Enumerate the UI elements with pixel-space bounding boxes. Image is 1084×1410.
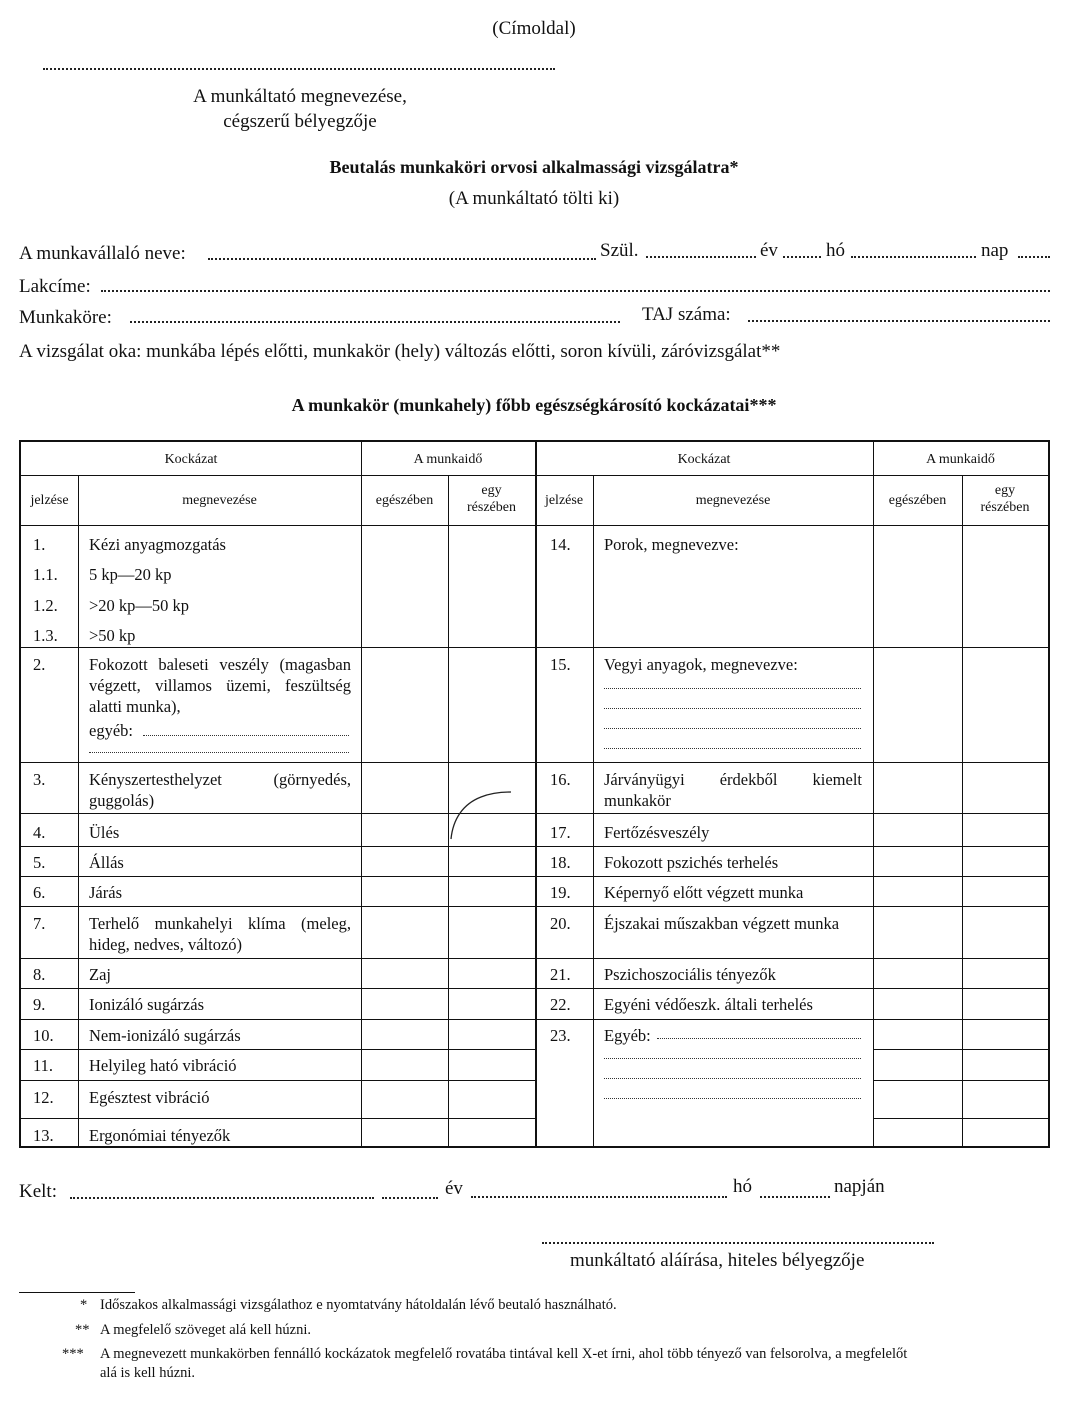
other-line[interactable]: [604, 1098, 861, 1099]
page-side-label: (Címoldal): [492, 18, 576, 39]
footnote-divider: [19, 1292, 135, 1293]
risk-name: Vegyi anyagok, megnevezve:: [604, 655, 798, 674]
risk-code: 9.: [33, 995, 46, 1014]
risk-code: 1.2.: [33, 596, 58, 615]
risk-name: Zaj: [89, 965, 111, 984]
risk-code: 8.: [33, 965, 46, 984]
risk-name-other: egyéb:: [89, 721, 133, 740]
risk-name: Kézi anyagmozgatás: [89, 535, 226, 554]
risk-code: 1.3.: [33, 626, 58, 645]
other-line[interactable]: [604, 1058, 861, 1059]
header-risk-right: Kockázat: [677, 452, 731, 467]
risk-code: 22.: [550, 995, 571, 1014]
risk-code: 17.: [550, 823, 571, 842]
footnote-2-mark: **: [75, 1322, 90, 1338]
exam-reason: A vizsgálat oka: munkába lépés előtti, munkakör (hely) változás előtti, soron kívüli, záróvizsgálat**: [19, 341, 781, 362]
signature-caption: munkáltató aláírása, hiteles bélyegzője: [570, 1250, 865, 1271]
header-full-left: egészében: [375, 493, 434, 508]
risk-code: 3.: [33, 770, 46, 789]
risk-name: Állás: [89, 853, 124, 872]
risk-name: Egyéb:: [604, 1026, 651, 1045]
header-risk-left: Kockázat: [164, 452, 218, 467]
chemicals-line[interactable]: [604, 708, 861, 709]
risk-name: Egésztest vibráció: [89, 1088, 210, 1107]
date-day-label: napján: [834, 1176, 885, 1197]
risk-name: Ülés: [89, 823, 120, 842]
footnote-3-mark: ***: [62, 1346, 84, 1362]
risk-name: Képernyő előtt végzett munka: [604, 883, 804, 902]
risk-name: Pszichoszociális tényezők: [604, 965, 776, 984]
employee-name-label: A munkavállaló neve:: [19, 243, 186, 264]
risk-code: 15.: [550, 655, 571, 674]
chemicals-line[interactable]: [604, 748, 861, 749]
job-label: Munkaköre:: [19, 307, 112, 328]
risk-code: 6.: [33, 883, 46, 902]
risk-name: Éjszakai műszakban végzett munka: [604, 914, 840, 933]
header-full-right: egészében: [888, 493, 947, 508]
employee-name-field[interactable]: [208, 258, 596, 260]
header-part-left-l1: egy: [481, 483, 502, 498]
risk-name: Nem-ionizáló sugárzás: [89, 1026, 241, 1045]
risk-code: 12.: [33, 1088, 54, 1107]
taj-field[interactable]: [748, 320, 1050, 322]
risk-code: 19.: [550, 883, 571, 902]
risks-title: A munkakör (munkahely) főbb egészségkárosító kockázatai***: [291, 395, 777, 415]
risk-name: Ergonómiai tényezők: [89, 1126, 231, 1145]
birth-day-label: nap: [981, 240, 1009, 261]
header-name-left: megnevezése: [182, 493, 257, 508]
handwritten-mark-icon: [445, 784, 515, 844]
birth-label: Szül.: [600, 240, 639, 261]
date-month-field[interactable]: [471, 1196, 727, 1198]
risk-table: [19, 440, 1050, 1148]
header-part-left-l2: részében: [467, 500, 516, 515]
risk-code: 5.: [33, 853, 46, 872]
header-name-right: megnevezése: [695, 493, 771, 508]
header-part-left: [448, 482, 535, 516]
birth-month-field[interactable]: [783, 256, 821, 258]
employer-name-caption-line2: cégszerű bélyegzője: [223, 111, 377, 132]
risk-code: 20.: [550, 914, 571, 933]
header-part-right-l1: egy: [994, 483, 1016, 498]
footnote-3-line2: alá is kell húzni.: [100, 1365, 196, 1381]
other-line[interactable]: [657, 1038, 861, 1039]
risk-name: Terhelő munkahelyi klíma (meleg, hideg, nedves, változó): [89, 914, 351, 954]
date-label: Kelt:: [19, 1181, 57, 1202]
employer-name-line[interactable]: [43, 68, 555, 70]
risk-code: 4.: [33, 823, 46, 842]
risk-name: Ionizáló sugárzás: [89, 995, 204, 1014]
risk-name: Fokozott pszichés terhelés: [604, 853, 779, 872]
risk-name: Járványügyi érdekből kiemelt munkakör: [604, 770, 862, 810]
risk-name: >50 kp: [89, 626, 136, 645]
risk-name: >20 kp—50 kp: [89, 596, 190, 615]
risk-name: Porok, megnevezve:: [604, 535, 739, 554]
other-line[interactable]: [143, 735, 349, 736]
risk-code: 13.: [33, 1126, 54, 1145]
risk-code: 1.: [33, 535, 46, 554]
other-line[interactable]: [604, 1078, 861, 1079]
risk-code: 23.: [550, 1026, 571, 1045]
header-worktime-right: A munkaidő: [926, 452, 995, 467]
job-field[interactable]: [130, 321, 620, 323]
employer-name-caption: [150, 84, 450, 134]
address-field[interactable]: [101, 290, 1050, 292]
risk-code: 2.: [33, 655, 46, 674]
risk-code: 16.: [550, 770, 571, 789]
form-title: Beutalás munkaköri orvosi alkalmassági vizsgálatra*: [329, 157, 739, 177]
date-year-label: év: [445, 1178, 463, 1199]
date-place-field[interactable]: [70, 1197, 374, 1199]
footnote-1: Időszakos alkalmassági vizsgálathoz e nyomtatvány hátoldalán lévő beutaló használható.: [100, 1297, 617, 1313]
header-code-left: jelzése: [30, 493, 69, 508]
risk-name: Helyileg ható vibráció: [89, 1056, 237, 1075]
risk-code: 10.: [33, 1026, 54, 1045]
risk-name: Fokozott baleseti veszély (magasban végzett, villamos üzemi, feszültség alatti munka),: [89, 655, 351, 716]
risk-code: 18.: [550, 853, 571, 872]
footnote-1-mark: *: [80, 1297, 88, 1313]
header-worktime-left: A munkaidő: [413, 452, 483, 467]
birth-year-label: év: [760, 240, 778, 261]
form-subtitle: (A munkáltató tölti ki): [448, 188, 620, 209]
footnote-2: A megfelelő szöveget alá kell húzni.: [100, 1322, 311, 1338]
employer-name-caption-line1: A munkáltató megnevezése,: [193, 86, 407, 107]
footnote-3-line1: A megnevezett munkakörben fennálló kockázatok megfelelő rovatába tintával kell X-et írni, ahol több tényező van felsorolva, a megfelelőt: [100, 1346, 908, 1362]
date-year-field[interactable]: [382, 1197, 438, 1199]
risk-name: Fertőzésveszély: [604, 823, 710, 842]
birth-day-tail[interactable]: [1018, 256, 1050, 258]
risk-name: Járás: [89, 883, 122, 902]
risk-name: Egyéni védőeszk. általi terhelés: [604, 995, 813, 1014]
taj-label: TAJ száma:: [642, 304, 731, 325]
risk-code: 11.: [33, 1056, 54, 1075]
risk-name: Kényszertesthelyzet (görnyedés, guggolás): [89, 770, 351, 810]
risk-name: 5 kp—20 kp: [89, 565, 172, 584]
risk-code: 21.: [550, 965, 571, 984]
birth-day-field[interactable]: [851, 256, 976, 258]
birth-year-field[interactable]: [646, 256, 756, 258]
header-part-right-l2: részében: [980, 500, 1030, 515]
risk-code: 1.1.: [33, 565, 58, 584]
risk-code: 7.: [33, 914, 46, 933]
chemicals-line[interactable]: [604, 728, 861, 729]
header-code-right: jelzése: [544, 493, 584, 508]
header-part-right: [962, 482, 1048, 516]
risk-code: 14.: [550, 535, 571, 554]
chemicals-line[interactable]: [604, 688, 861, 689]
signature-line[interactable]: [542, 1242, 934, 1244]
birth-month-label: hó: [826, 240, 845, 261]
date-month-label: hó: [733, 1176, 752, 1197]
address-label: Lakcíme:: [19, 276, 91, 297]
other-line[interactable]: [89, 752, 349, 753]
date-day-field[interactable]: [760, 1196, 830, 1198]
